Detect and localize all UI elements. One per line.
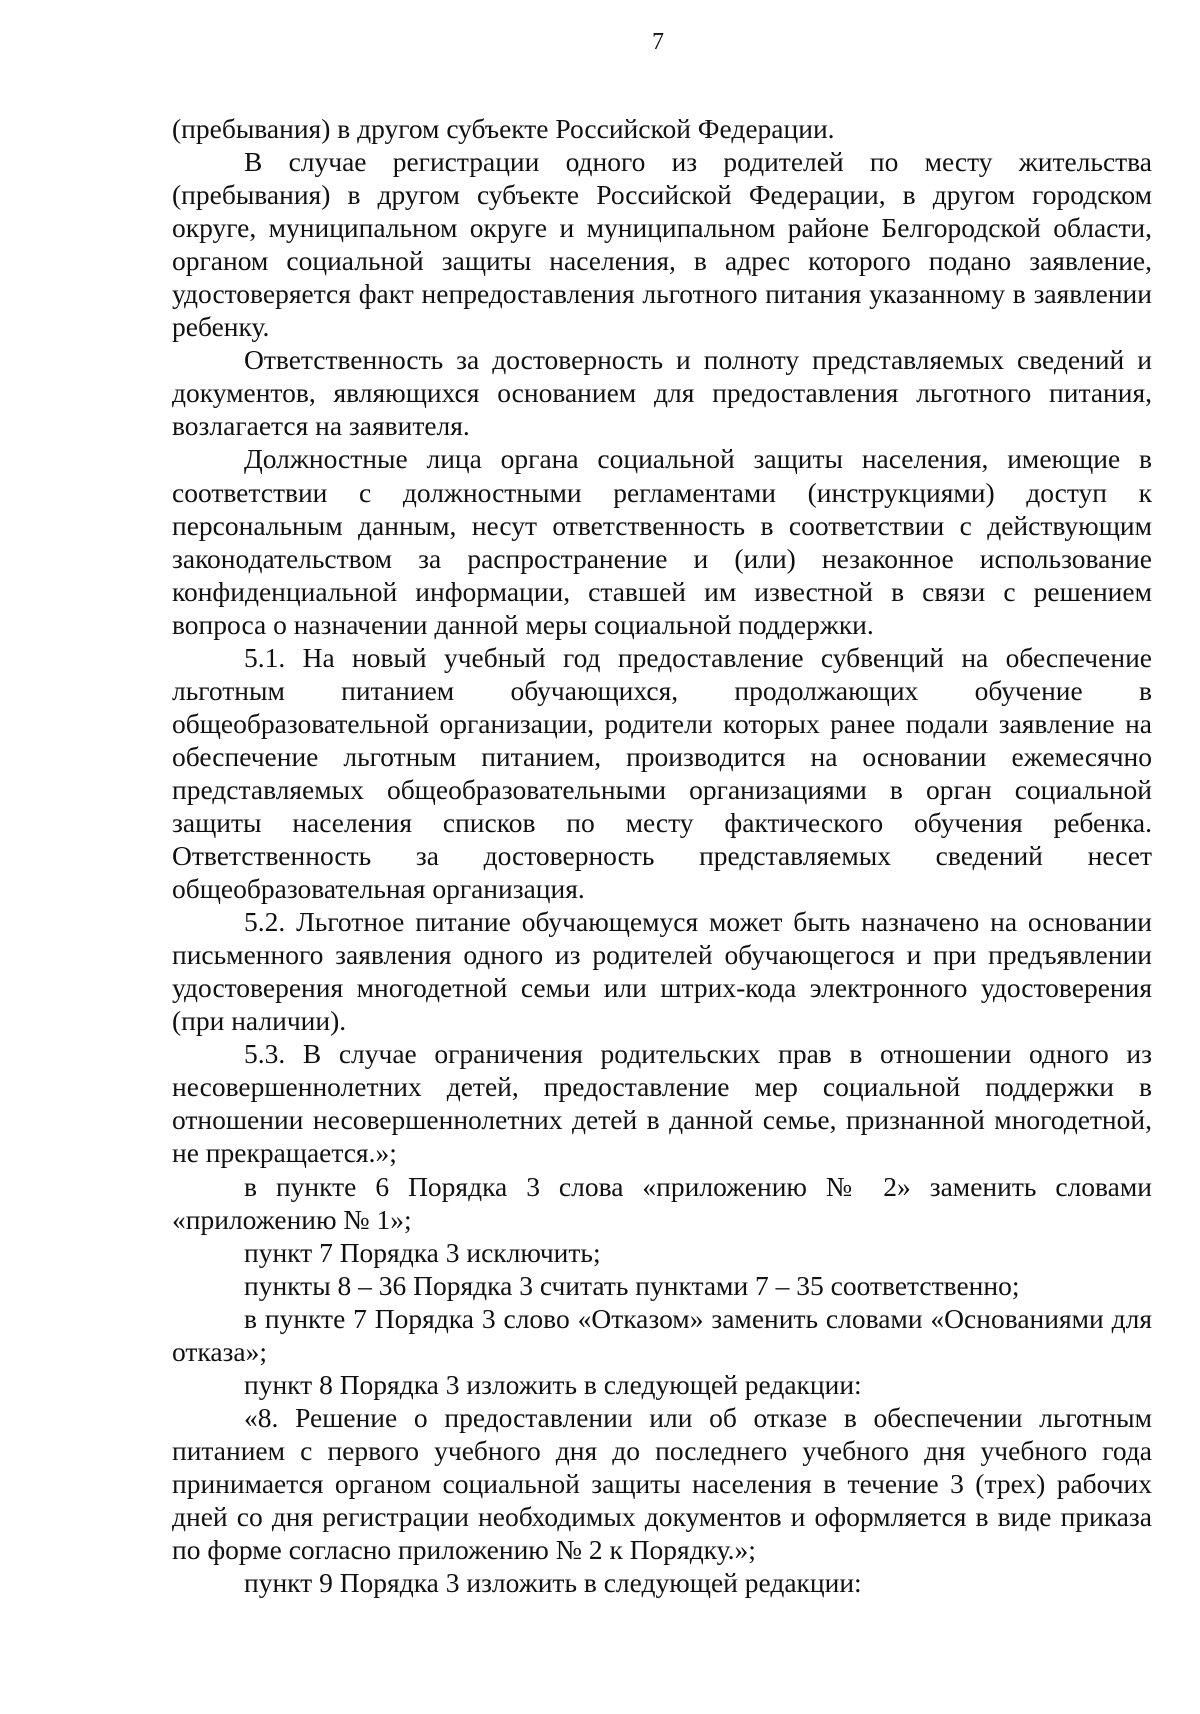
paragraph-3: Ответственность за достоверность и полноту представляемых сведений и документов, являющихся основанием для предоставления льготного питания, возлагается на заявителя. [172, 344, 1152, 442]
paragraph-item-8-text: «8. Решение о предоставлении или об отказе в обеспечении льготным питанием с первого учебного дня до последнего учебного дня учебного года принимается органом социальной защиты населения в течение 3 (трех) рабочих дней со дня регистрации необходимых документов и оформляется в виде приказа по форме согласно приложению № 2 к Порядку.»; [172, 1401, 1152, 1566]
paragraph-amend-7: пункт 7 Порядка 3 исключить; [244, 1236, 601, 1268]
paragraph-2: В случае регистрации одного из родителей по месту жительства (пребывания) в другом субъекте Российской Федерации, в другом городском округе, муниципальном округе и муниципальном районе Белгородской области, органом социальной защиты населения, в адрес которого подано заявление, удостоверяется факт непредоставления льготного питания указанному в заявлении ребенку. [172, 146, 1152, 343]
paragraph-4: Должностные лица органа социальной защиты населения, имеющие в соответствии с должностными регламентами (инструкциями) доступ к персональным данным, несут ответственность в соответствии с действующим законодательством за распространение и (или) незаконное использование конфиденциальной информации, ставшей им известной в связи с решением вопроса о назначении данной меры социальной поддержки. [172, 443, 1152, 640]
document-body [172, 112, 1152, 1599]
paragraph-amend-8: пункт 8 Порядка 3 изложить в следующей редакции: [244, 1368, 862, 1400]
paragraph-amend-renumber: пункты 8 – 36 Порядка 3 считать пунктами 7 – 35 соответственно; [244, 1269, 1020, 1301]
paragraph-1: (пребывания) в другом субъекте Российской Федерации. [172, 113, 835, 144]
paragraph-5-3: 5.3. В случае ограничения родительских прав в отношении одного из несовершеннолетних детей, предоставление мер социальной поддержки в отношении несовершеннолетних детей в данной семье, признанной многодетной, не прекращается.»; [172, 1038, 1152, 1169]
paragraph-5-2: 5.2. Льготное питание обучающемуся может быть назначено на основании письменного заявления одного из родителей обучающегося и при предъявлении удостоверения многодетной семьи или штрих-кода электронного удостоверения (при наличии). [172, 906, 1152, 1037]
paragraph-amend-refusal: в пункте 7 Порядка 3 слово «Отказом» заменить словами «Основаниями для отказа»; [172, 1302, 1152, 1367]
page-number: 7 [652, 29, 664, 55]
paragraph-amend-9: пункт 9 Порядка 3 изложить в следующей редакции: [244, 1567, 862, 1599]
paragraph-amend-6: в пункте 6 Порядка 3 слова «приложению № 2» заменить словами «приложению № 1»; [172, 1170, 1152, 1235]
paragraph-5-1: 5.1. На новый учебный год предоставление субвенций на обеспечение льготным питанием обучающихся, продолжающих обучение в общеобразовательной организации, родители которых ранее подали заявление на обеспечение льготным питанием, производится на основании ежемесячно представляемых общеобразовательными организациями в орган социальной защиты населения списков по месту фактического обучения ребенка. Ответственность за достоверность представляемых сведений несет общеобразовательная организация. [172, 641, 1152, 905]
